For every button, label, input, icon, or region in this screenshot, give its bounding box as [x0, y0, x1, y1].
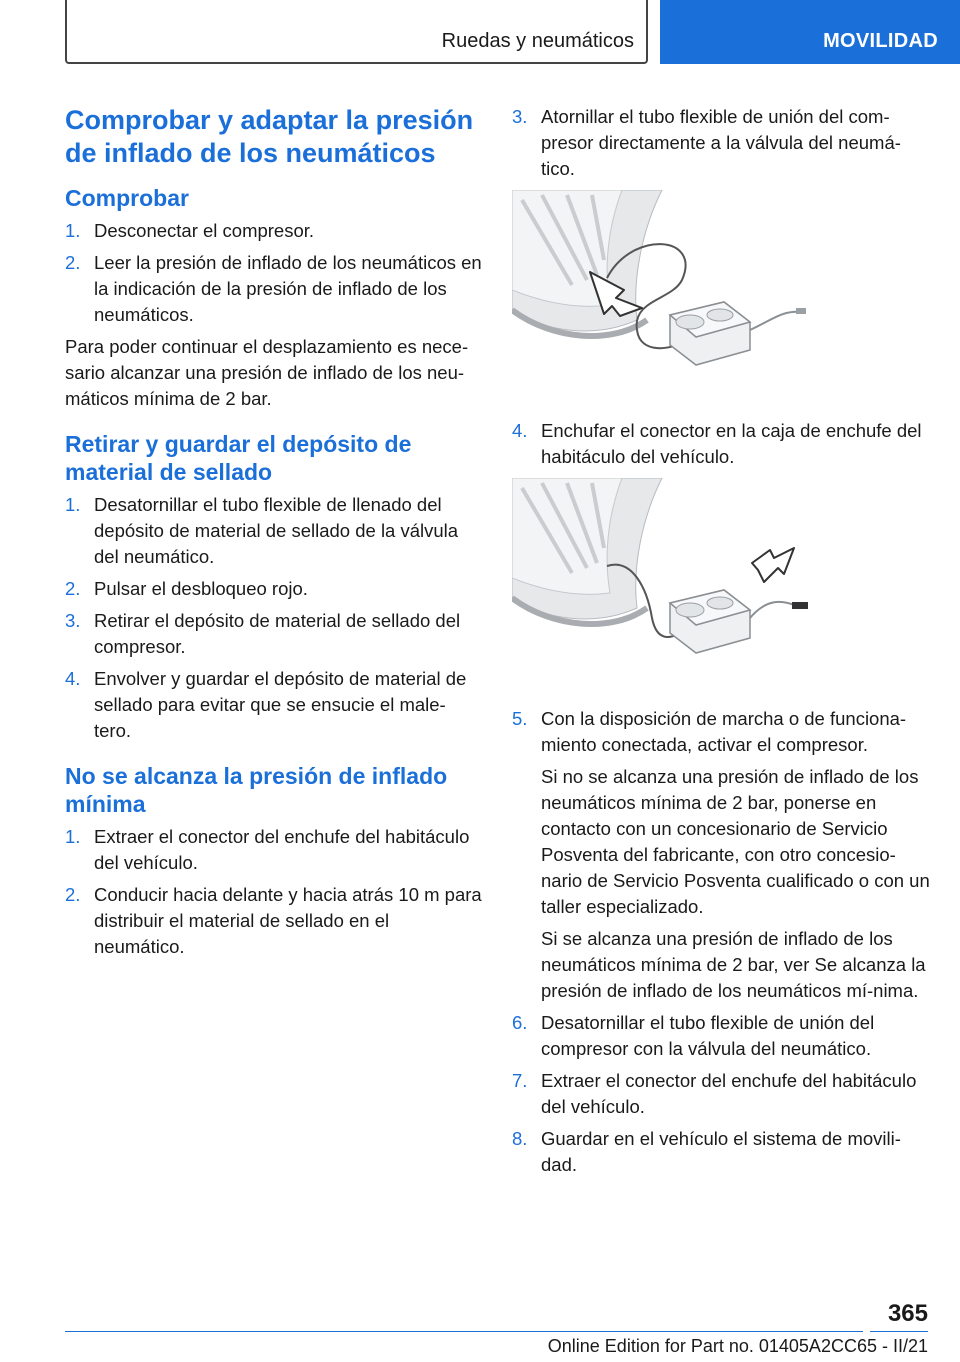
footer-divider-short: [870, 1331, 928, 1332]
step-text: Extraer el conector del enchufe del habitáculo del vehículo.: [541, 1070, 917, 1117]
list-item: [65, 250, 482, 328]
step-text: Atornillar el tubo flexible de unión del com‐presor directamente a la válvula del neumá‐tico.: [541, 106, 901, 179]
list-item: [512, 706, 932, 1004]
list-item: [65, 882, 482, 960]
right-steps-b: [512, 418, 932, 470]
step-text: Extraer el conector del enchufe del habitáculo del vehículo.: [94, 826, 470, 873]
check-heading: Comprobar: [65, 185, 189, 211]
step-number: 2.: [65, 252, 81, 273]
compressor-valve-illustration: [512, 190, 812, 400]
step-text: Desatornillar el tubo flexible de unión del compresor con la válvula del neumático.: [541, 1012, 875, 1059]
list-item: [512, 418, 932, 470]
right-column: [512, 104, 932, 1184]
header-section-tab: [65, 0, 648, 64]
list-item: [65, 824, 482, 876]
step-number: 1.: [65, 494, 81, 515]
step-number: 2.: [65, 578, 81, 599]
step-number: 1.: [65, 826, 81, 847]
remove-heading: Retirar y guardar el depósito de material de sellado: [65, 431, 412, 485]
list-item: [65, 608, 482, 660]
step-text: Desatornillar el tubo flexible de llenado del depósito de material de sellado de la válvula del neumático.: [94, 494, 459, 567]
page-title: Comprobar y adaptar la presión de inflado de los neumáticos: [65, 105, 474, 168]
step-text: Pulsar el desbloqueo rojo.: [94, 578, 308, 599]
list-item: [512, 1010, 932, 1062]
page-number: 365: [887, 1300, 928, 1327]
compressor-plug-illustration: [512, 478, 812, 688]
step-text: Envolver y guardar el depósito de material de sellado para evitar que se ensucie el male‐tero.: [94, 668, 467, 741]
remove-steps: [65, 492, 482, 744]
list-item: [65, 576, 482, 602]
list-item: [65, 492, 482, 570]
list-item: [512, 1126, 932, 1178]
header-section-label: Ruedas y neumáticos: [441, 30, 634, 52]
step-text: Retirar el depósito de material de sellado del compresor.: [94, 610, 461, 657]
header-chapter-label: MOVILIDAD: [823, 30, 938, 52]
step-number: 4.: [512, 420, 528, 441]
check-steps: [65, 218, 482, 328]
footer-edition: Online Edition for Part no. 01405A2CC65 - II/21: [547, 1336, 928, 1356]
list-item: [65, 666, 482, 744]
step-number: 4.: [65, 668, 81, 689]
min-pressure-steps: [65, 824, 482, 960]
step-text: Leer la presión de inflado de los neumáticos en la indicación de la presión de inflado de los neumáticos.: [94, 252, 482, 325]
step-text: Con la disposición de marcha o de funciona‐miento conectada, activar el compresor.: [541, 708, 907, 755]
step-number: 7.: [512, 1070, 528, 1091]
step-note-reached: Si se alcanza una presión de inflado de los neumáticos mínima de 2 bar, ver Se alcanza la presión de inflado de los neumáticos mí‐nima.: [541, 928, 926, 1001]
step-number: 2.: [65, 884, 81, 905]
list-item: [512, 1068, 932, 1120]
list-item: [512, 104, 932, 182]
list-item: [65, 218, 482, 244]
footer-divider: [65, 1331, 863, 1332]
step-number: 6.: [512, 1012, 528, 1033]
min-pressure-heading: No se alcanza la presión de inflado mínima: [65, 763, 448, 817]
step-number: 1.: [65, 220, 81, 241]
left-column: [65, 104, 482, 966]
check-note: Para poder continuar el desplazamiento es nece‐sario alcanzar una presión de inflado de los neu‐máticos mínima de 2 bar.: [65, 336, 469, 409]
step-text: Enchufar el conector en la caja de enchufe del habitáculo del vehículo.: [541, 420, 922, 467]
step-number: 5.: [512, 708, 528, 729]
right-steps-a: [512, 104, 932, 182]
step-text: Conducir hacia delante y hacia atrás 10 m para distribuir el material de sellado en el neumático.: [94, 884, 482, 957]
step-number: 8.: [512, 1128, 528, 1149]
step-text: Desconectar el compresor.: [94, 220, 315, 241]
header-chapter-tab: [660, 0, 960, 64]
right-steps-c: [512, 706, 932, 1178]
step-number: 3.: [65, 610, 81, 631]
step-text: Guardar en el vehículo el sistema de movili‐dad.: [541, 1128, 901, 1175]
step-number: 3.: [512, 106, 528, 127]
step-note-not-reached: Si no se alcanza una presión de inflado de los neumáticos mínima de 2 bar, ponerse en contacto con un concesionario de Servicio Posventa del fabricante, con otro concesio‐nario de Servicio Posventa cualificado o con un taller especializado.: [541, 766, 930, 917]
